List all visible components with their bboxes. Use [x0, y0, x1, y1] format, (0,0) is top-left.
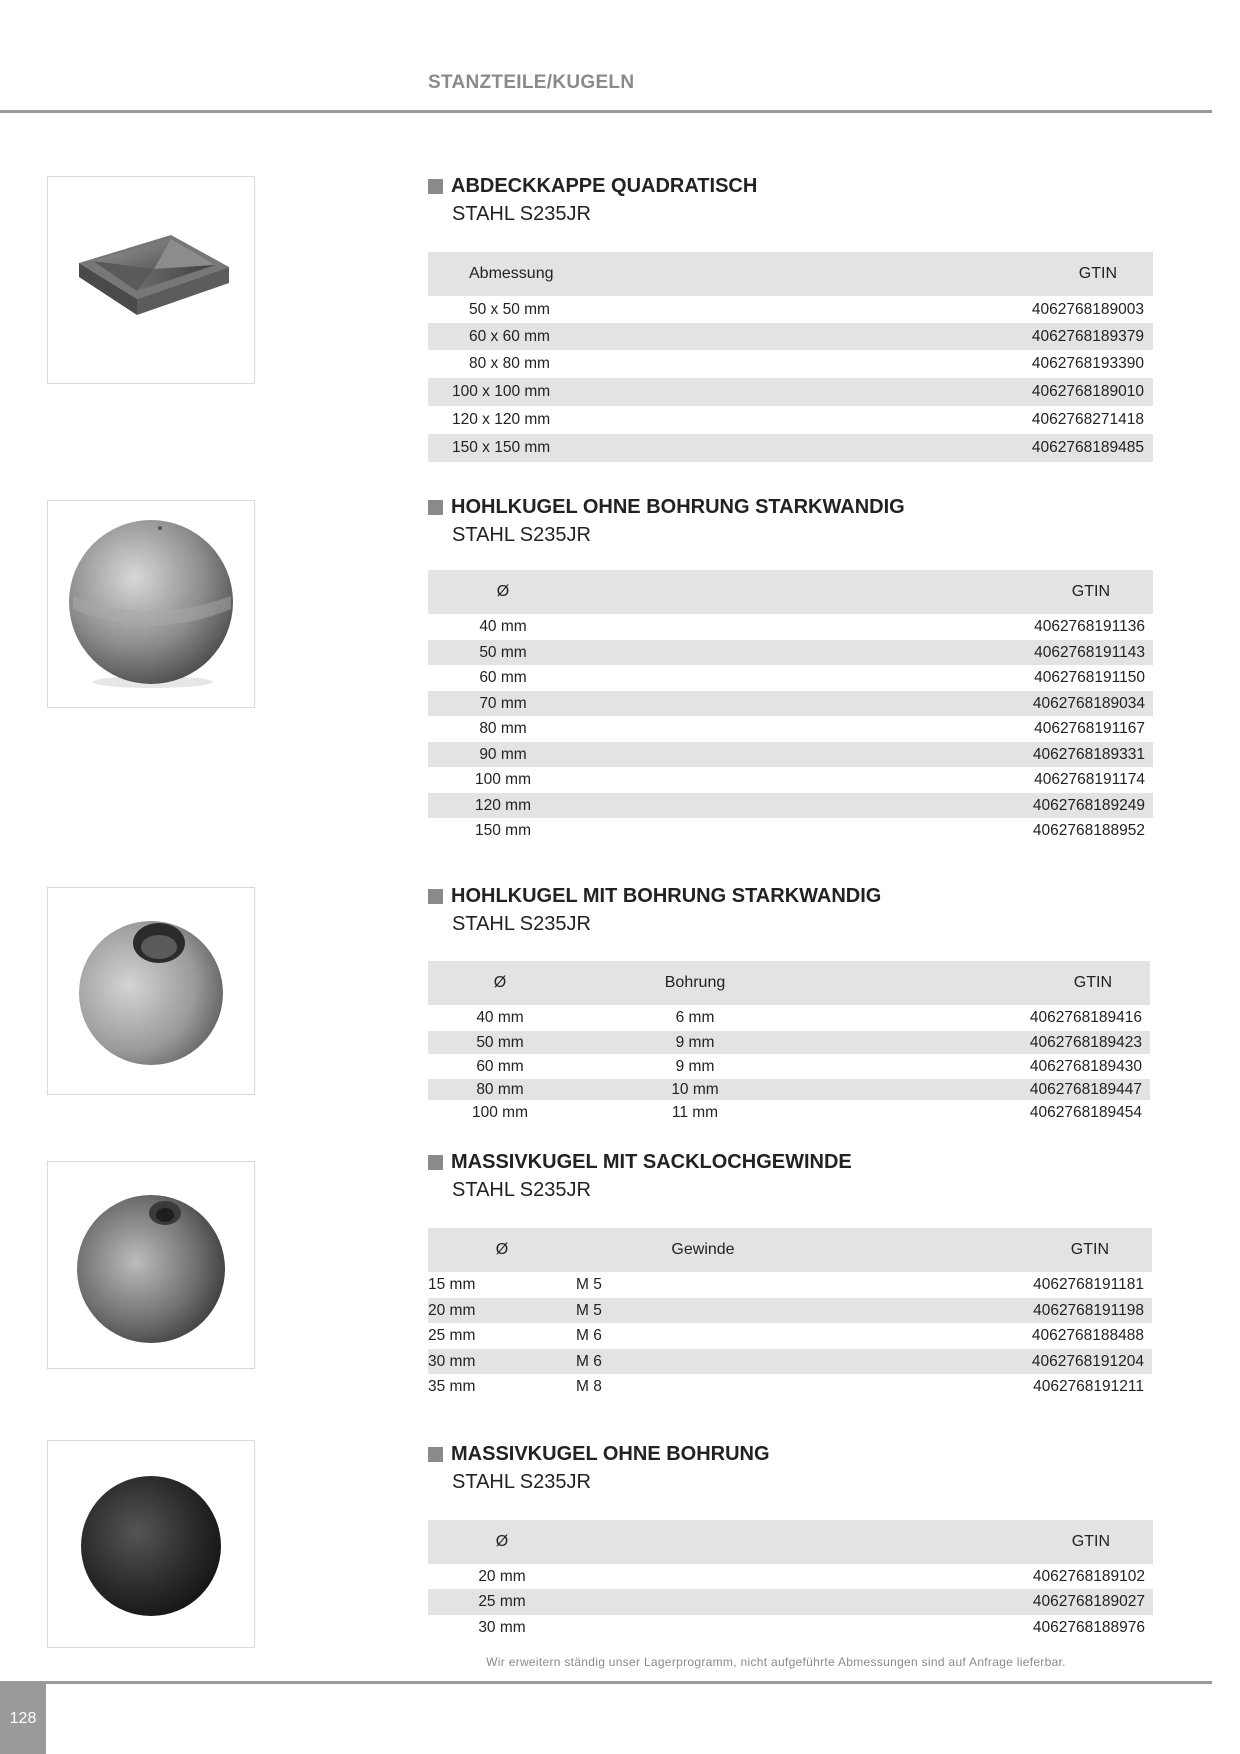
product-title: HOHLKUGEL OHNE BOHRUNG STARKWANDIG: [451, 495, 905, 518]
table-cell: 70 mm: [428, 691, 578, 716]
column-header: GTIN: [778, 252, 1153, 296]
product-table: [428, 570, 1153, 844]
hollow-ball-hole-image: [47, 887, 255, 1095]
column-header: Abmessung: [428, 252, 778, 296]
table-cell: 60 mm: [476, 1057, 524, 1075]
table-cell: 4062768189003: [1031, 300, 1144, 318]
column-header: GTIN: [830, 1228, 1152, 1272]
table-cell: 4062768188952: [1032, 822, 1145, 839]
table-cell: M 5: [576, 1276, 602, 1293]
column-header: Ø: [428, 1228, 576, 1272]
table-cell: 4062768189416: [1029, 1009, 1142, 1026]
square-bullet-icon: [428, 500, 443, 515]
table-cell: 4062768271418: [1031, 411, 1144, 428]
table-cell: 6 mm: [675, 1009, 715, 1026]
table-cell: 4062768189034: [578, 691, 1153, 716]
product-hohlkugel-ohne-bohrung: [428, 494, 1153, 844]
product-material: STAHL S235JR: [452, 203, 591, 225]
table-cell: 4062768191181: [1033, 1276, 1144, 1293]
table-cell: 4062768189454: [1029, 1104, 1142, 1121]
table-cell: 120 mm: [428, 793, 578, 818]
product-material: STAHL S235JR: [452, 1471, 591, 1493]
table-cell: 4062768191204: [830, 1349, 1152, 1374]
page-number: 128: [0, 1684, 46, 1754]
hollow-ball-image: [47, 500, 255, 708]
product-title: ABDECKKAPPE QUADRATISCH: [451, 174, 758, 197]
table-cell: 4062768191167: [1034, 720, 1145, 737]
solid-ball-image: [47, 1440, 255, 1648]
square-bullet-icon: [428, 179, 443, 194]
footer-divider: [0, 1681, 1212, 1684]
square-bullet-icon: [428, 889, 443, 904]
table-cell: M 6: [576, 1327, 602, 1344]
table-cell: M 5: [576, 1298, 830, 1323]
square-bullet-icon: [428, 1447, 443, 1462]
table-cell: M 6: [576, 1349, 830, 1374]
table-cell: 80 mm: [428, 1079, 572, 1100]
table-cell: 10 mm: [572, 1079, 818, 1100]
product-table: [428, 1228, 1152, 1400]
table-cell: M 8: [576, 1378, 602, 1395]
page-header-title: STANZTEILE/KUGELN: [428, 72, 635, 93]
product-abdeckkappe: [428, 173, 1153, 462]
table-cell: 35 mm: [428, 1378, 476, 1395]
table-cell: 4062768189249: [578, 793, 1153, 818]
product-table: [428, 1520, 1153, 1640]
square-bullet-icon: [428, 1155, 443, 1170]
product-material: STAHL S235JR: [452, 1179, 591, 1201]
table-cell: 30 mm: [478, 1618, 526, 1636]
square-cap-image: [47, 176, 255, 384]
column-header: Ø: [428, 1520, 576, 1564]
table-cell: 4062768189423: [818, 1031, 1150, 1054]
column-header: Bohrung: [572, 961, 818, 1005]
product-title: MASSIVKUGEL OHNE BOHRUNG: [451, 1442, 770, 1465]
table-cell: 100 x 100 mm: [428, 378, 778, 406]
table-cell: 50 mm: [428, 1031, 572, 1054]
table-cell: 4062768189010: [778, 378, 1153, 406]
table-cell: 4062768189447: [818, 1079, 1150, 1100]
product-hohlkugel-mit-bohrung: [428, 883, 1153, 1126]
table-cell: 25 mm: [428, 1327, 476, 1344]
table-cell: 4062768189379: [778, 323, 1153, 350]
product-table: [428, 252, 1153, 462]
header-divider: [0, 110, 1212, 113]
table-cell: 9 mm: [675, 1057, 715, 1075]
table-cell: 4062768189331: [578, 742, 1153, 767]
table-cell: 4062768191174: [1034, 771, 1145, 788]
table-cell: 4062768189485: [778, 434, 1153, 462]
table-cell: 150 x 150 mm: [428, 434, 778, 462]
column-header: Ø: [428, 570, 578, 614]
table-cell: 4062768191136: [1034, 618, 1145, 635]
table-cell: 120 x 120 mm: [452, 411, 551, 428]
table-cell: 4062768189027: [576, 1589, 1153, 1615]
table-cell: 100 mm: [472, 1104, 528, 1121]
table-cell: 50 mm: [428, 640, 578, 665]
table-cell: 80 x 80 mm: [469, 355, 550, 372]
table-cell: 4062768191198: [830, 1298, 1152, 1323]
table-cell: 150 mm: [475, 822, 531, 839]
table-cell: 90 mm: [428, 742, 578, 767]
table-cell: 4062768193390: [1031, 355, 1144, 372]
column-header: Gewinde: [576, 1228, 830, 1272]
table-cell: 30 mm: [428, 1349, 576, 1374]
table-cell: 20 mm: [478, 1567, 526, 1585]
column-header: Ø: [428, 961, 572, 1005]
table-cell: 4062768188488: [1031, 1327, 1144, 1344]
table-cell: 15 mm: [428, 1276, 476, 1293]
product-table: [428, 961, 1150, 1126]
table-cell: 4062768189102: [1032, 1567, 1145, 1585]
column-header: GTIN: [818, 961, 1150, 1005]
product-title: HOHLKUGEL MIT BOHRUNG STARKWANDIG: [451, 884, 882, 907]
table-cell: 4062768191211: [1033, 1378, 1144, 1395]
table-cell: 11 mm: [671, 1104, 719, 1121]
column-header: GTIN: [578, 570, 1153, 614]
solid-ball-thread-image: [47, 1161, 255, 1369]
product-material: STAHL S235JR: [452, 524, 591, 546]
product-material: STAHL S235JR: [452, 913, 591, 935]
table-cell: 100 mm: [475, 771, 531, 788]
table-cell: 4062768188976: [1032, 1618, 1145, 1636]
table-cell: 40 mm: [476, 1009, 524, 1026]
product-title: MASSIVKUGEL MIT SACKLOCHGEWINDE: [451, 1150, 852, 1173]
table-cell: 50 x 50 mm: [469, 300, 550, 318]
table-cell: 60 mm: [479, 669, 527, 686]
column-header: GTIN: [576, 1520, 1153, 1564]
footer-note: Wir erweitern ständig unser Lagerprogramm, nicht aufgeführte Abmessungen sind auf Anfrage lieferbar.: [486, 1655, 1066, 1669]
table-cell: 40 mm: [479, 618, 527, 635]
table-cell: 4062768191143: [578, 640, 1153, 665]
product-massivkugel-sacklochgewinde: [428, 1149, 1153, 1400]
product-massivkugel-ohne-bohrung: [428, 1441, 1153, 1640]
table-cell: 60 x 60 mm: [428, 323, 778, 350]
table-cell: 25 mm: [428, 1589, 576, 1615]
table-cell: 80 mm: [479, 720, 527, 737]
table-cell: 9 mm: [572, 1031, 818, 1054]
table-cell: 4062768191150: [1034, 669, 1145, 686]
table-cell: 20 mm: [428, 1298, 576, 1323]
table-cell: 4062768189430: [1029, 1057, 1142, 1075]
